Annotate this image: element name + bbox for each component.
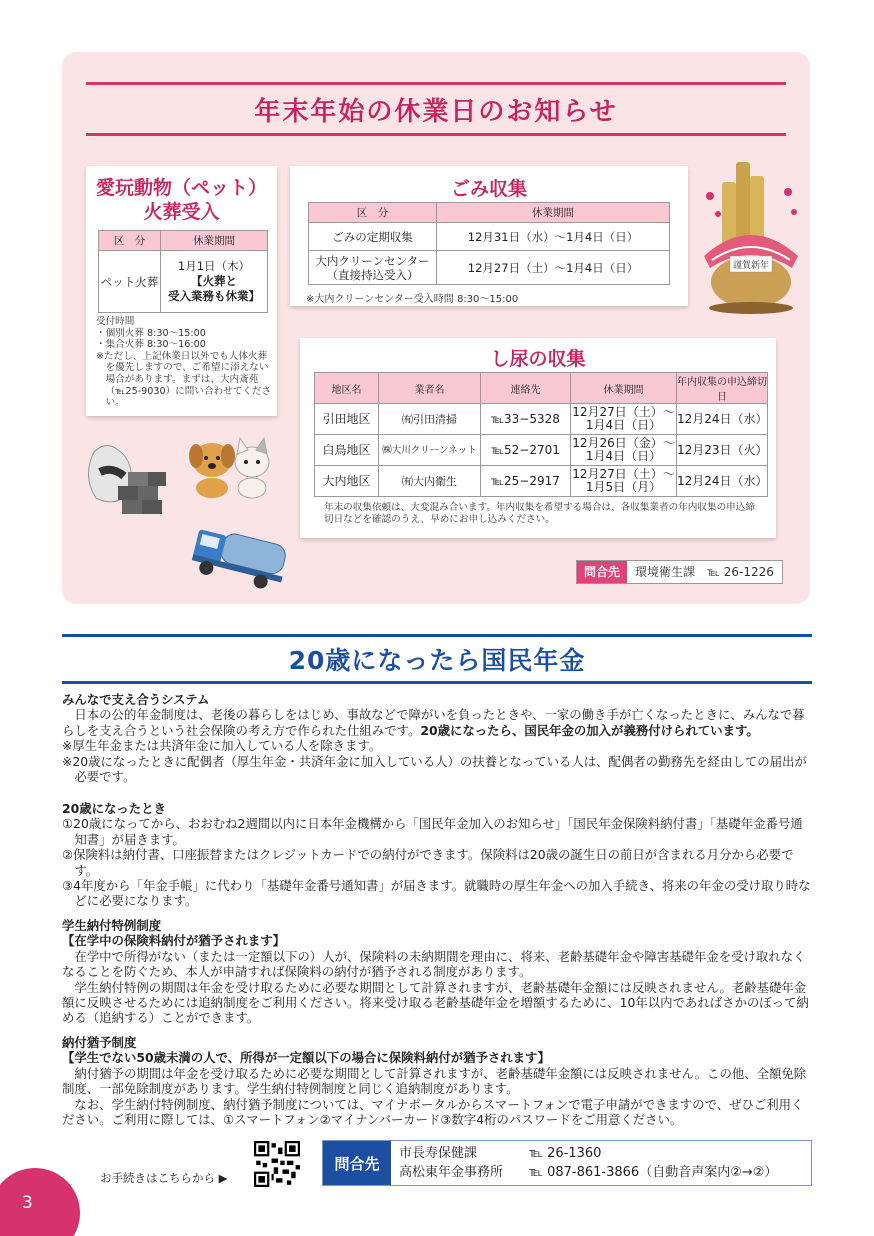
pet-period-date: 1月1日（木）	[177, 259, 251, 273]
ns-period-start: 12月26日（金）〜	[572, 436, 675, 450]
ns-header: 休業期間	[571, 373, 677, 404]
ns-period	[571, 435, 677, 466]
pension-contact-rows	[391, 1141, 777, 1185]
ns-header: 地区名	[315, 373, 379, 404]
ns-deadline: 12月23日（火）	[677, 435, 768, 466]
list-item: ②保険料は納付書、口座振替またはクレジットカードでの納付ができます。保険料は20歳の誕生日の前日が含まれる月分から必要です。	[62, 847, 794, 878]
pet-table	[98, 230, 268, 313]
section-heading: 納付猶予制度	[62, 1035, 137, 1050]
pet-col-category: 区 分	[99, 231, 161, 251]
contact-row	[399, 1144, 777, 1163]
kadomatsu-illustration	[696, 156, 806, 316]
ns-period-start: 12月27日（土）〜	[572, 467, 675, 481]
ns-header: 年内収集の申込締切日	[677, 373, 768, 404]
garbage-note: ※大内クリーンセンター受入時間 8:30〜15:00	[306, 294, 519, 305]
garbage-col-category: 区 分	[309, 203, 437, 223]
holiday-contact-value: 環境衛生課 ℡ 26-1226	[635, 565, 774, 579]
kadomatsu-label: 謹賀新年	[732, 261, 770, 271]
pet-period-note2: 受入業務も休業】	[168, 289, 260, 303]
contact-org: 高松東年金事務所	[399, 1165, 504, 1180]
vacuum-truck-illustration	[188, 522, 294, 592]
pension-title: 20歳になったら国民年金	[288, 646, 586, 675]
holiday-contact-label: 問合先	[577, 561, 627, 583]
pet-title-line1: 愛玩動物（ペット）	[95, 177, 267, 199]
ns-period	[571, 404, 677, 435]
ns-deadline: 12月24日（水）	[677, 404, 768, 435]
table-row	[315, 435, 768, 466]
garbage-col-period: 休業期間	[437, 203, 670, 223]
ns-tel: ℡33−5328	[481, 404, 571, 435]
paragraph-emphasis: 20歳になったら、国民年金の加入が義務付けられています。	[420, 722, 759, 738]
ns-header: 業者名	[379, 373, 481, 404]
contact-row	[399, 1163, 777, 1182]
pet-notes	[96, 316, 272, 409]
ns-company: ㈱大川クリーンネット	[379, 435, 481, 466]
night-soil-title: し尿の収集	[490, 348, 586, 370]
section-subheading: 【学生でない50歳未満の人で、所得が一定額以下の場合に保険料納付が猶予されます】	[62, 1050, 550, 1066]
qr-caption: お手続きはこちらから ▶	[100, 1171, 228, 1185]
pets-illustration	[184, 430, 280, 500]
pet-note-2: ・集合火葬 8:30〜16:00	[96, 339, 206, 351]
ns-period-end: 1月4日（日）	[585, 449, 662, 463]
ns-area: 引田地区	[315, 404, 379, 435]
ns-period-end: 1月4日（日）	[585, 418, 662, 432]
note: ※20歳になったときに配偶者（厚生年金・共済年金に加入している人）の扶養となっている人は、配偶者の勤務先を経由しての届出が必要です。	[62, 753, 807, 785]
turning-20-section	[62, 801, 814, 909]
ns-area: 白鳥地区	[315, 435, 379, 466]
pet-period-note1: 【火葬と	[191, 274, 237, 288]
pet-card-title	[86, 166, 277, 224]
pension-contact-label: 問合先	[323, 1141, 391, 1185]
pet-title-line2: 火葬受入	[143, 201, 220, 223]
garbage-row-label	[309, 251, 437, 285]
page-number: 3	[22, 1193, 33, 1213]
pension-system-section	[62, 692, 814, 784]
page-number-badge	[0, 1168, 80, 1236]
pension-contact	[322, 1140, 812, 1186]
pet-note-0: 受付時間	[96, 316, 135, 327]
section-subheading: 【在学中の保険料納付が猶予されます】	[62, 933, 286, 949]
pet-row-period	[161, 251, 268, 313]
payment-deferral-section	[62, 1035, 814, 1127]
ns-period-end: 1月5日（月）	[585, 480, 662, 494]
paragraph: 学生納付特例の期間は年金を受け取るために必要な期間として計算されますが、老齢基礎年金額には反映されません。老齢基礎年金額に反映させるためには追納制度をご利用ください。将来受け取る老齢基礎年金を増額するために、10年以内であればさかのぼって納める（追納する）ことができます。	[62, 979, 809, 1026]
section-heading: 20歳になったとき	[62, 801, 166, 816]
list-item: ③4年度から「年金手帳」に代わり「基礎年金番号通知書」が届きます。就職時の厚生年金への加入手続き、将来の年金の受け取り時などに必要になります。	[62, 878, 811, 909]
pet-cremation-card	[86, 166, 277, 416]
ns-period-start: 12月27日（土）〜	[572, 405, 675, 419]
garbage-row-period: 12月27日（土）〜1月4日（日）	[437, 251, 670, 285]
qr-code[interactable]	[254, 1141, 300, 1187]
contact-tel: ℡ 087-861-3866（自動音声案内②→②）	[529, 1165, 778, 1180]
pension-title-bar	[62, 634, 812, 684]
ns-area: 大内地区	[315, 466, 379, 497]
holiday-title-bar	[86, 82, 786, 136]
garbage-collection-card	[290, 166, 688, 306]
pet-col-period: 休業期間	[161, 231, 268, 251]
garbage-row-label: ごみの定期収集	[309, 223, 437, 251]
paragraph: なお、学生納付特例制度、納付猶予制度については、マイナポータルからスマートフォンで電子申請ができますので、ぜひご利用ください。ご利用に際しては、①スマートフォン②マイナンバーカード③数字4桁のパスワードをご用意ください。	[62, 1096, 804, 1128]
paragraph: 納付猶予の期間は年金を受け取るために必要な期間として計算されますが、老齢基礎年金額には反映されません。この他、全額免除制度、一部免除制度があります。学生納付特例制度と同じく追納制度があります。	[62, 1065, 807, 1097]
pet-row-label: ペット火葬	[99, 251, 161, 313]
paragraph: 在学中で所得がない（または一定額以下の）人が、保険料の未納期間を理由に、将来、老齢基礎年金や障害基礎年金を受け取れなくなることを防ぐため、本人が申請すれば保険料の納付が猶予される制度があります。	[62, 948, 806, 980]
garbage-row-period: 12月31日（水）〜1月4日（日）	[437, 223, 670, 251]
contact-tel: ℡ 26-1360	[529, 1146, 602, 1161]
student-deferral-section	[62, 918, 814, 1026]
contact-org: 市長寿保健課	[399, 1146, 478, 1161]
section-heading: 学生納付特例制度	[62, 918, 162, 933]
holiday-contact	[576, 560, 783, 584]
night-soil-card	[300, 338, 776, 538]
garbage-table	[308, 202, 670, 285]
ns-period	[571, 466, 677, 497]
holiday-section	[62, 52, 810, 604]
ns-header: 連絡先	[481, 373, 571, 404]
ns-company: ㈲引田清掃	[379, 404, 481, 435]
night-soil-table	[314, 372, 768, 497]
clean-center-label1: 大内クリーンセンター	[315, 253, 430, 268]
section-heading: みんなで支え合うシステム	[62, 692, 210, 707]
pet-note-1: ・個別火葬 8:30〜15:00	[96, 327, 206, 339]
ns-company: ㈲大内衛生	[379, 466, 481, 497]
pet-note-3: ※ただし、上記休業日以外でも人体火葬を優先しますので、ご希望に添えない場合があります。まずは、大内斎苑（℡25-9030）に問い合わせてください。	[96, 350, 272, 409]
table-row	[315, 466, 768, 497]
note: ※厚生年金または共済年金に加入している人を除きます。	[62, 738, 382, 754]
garbage-card-title: ごみ収集	[450, 178, 527, 200]
paragraph	[62, 707, 814, 738]
table-row	[315, 404, 768, 435]
ns-tel: ℡52−2701	[481, 435, 571, 466]
ns-tel: ℡25−2917	[481, 466, 571, 497]
ns-deadline: 12月24日（水）	[677, 466, 768, 497]
garbage-bags-illustration	[76, 432, 176, 532]
paragraph-text: 日本の公的年金制度は、老後の暮らしをはじめ、事故などで障がいを負ったときや、一家の働き手が亡くなったときに、みんなで暮らしを支え合うという社会保険の考え方で作られた仕組みです。	[62, 707, 805, 738]
list-item: ①20歳になってから、おおむね2週間以内に日本年金機構から「国民年金加入のお知らせ」「国民年金保険料納付書」「基礎年金番号通知書」が届きます。	[62, 816, 803, 847]
holiday-title: 年末年始の休業日のお知らせ	[254, 96, 618, 127]
night-soil-note: 年末の収集依頼は、大変混み合います。年内収集を希望する場合は、各収集業者の年内収集の申込締切日などを確認のうえ、早めにお申し込みください。	[324, 502, 755, 525]
clean-center-label2: （直接持込受入）	[326, 267, 419, 282]
